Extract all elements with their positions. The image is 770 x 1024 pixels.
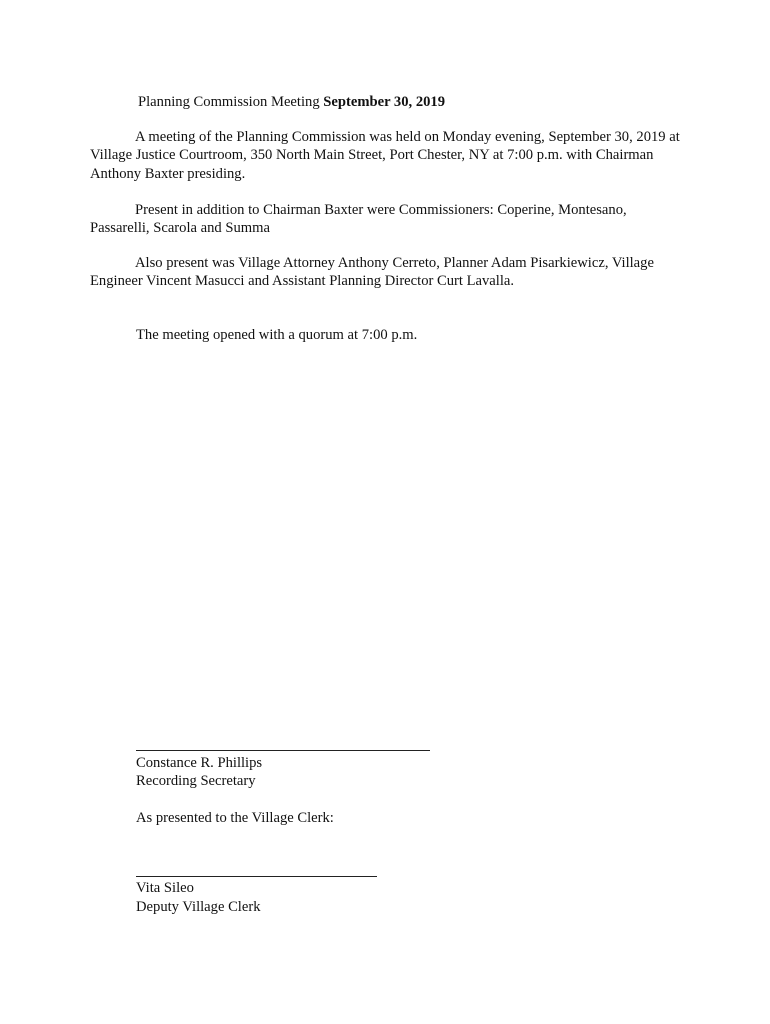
- secretary-role: Recording Secretary: [136, 773, 256, 789]
- clerk-role: Deputy Village Clerk: [136, 899, 261, 915]
- secretary-name: Constance R. Phillips: [136, 755, 263, 771]
- title-date: September 30, 2019: [323, 94, 446, 110]
- presented-to-clerk: As presented to the Village Clerk:: [136, 810, 334, 826]
- clerk-name: Vita Sileo: [136, 880, 194, 896]
- paragraph-quorum: The meeting opened with a quorum at 7:00 p.m.: [136, 327, 418, 343]
- paragraph-also-present: Also present was Village Attorney Anthony Cerreto, Planner Adam Pisarkiewicz, Village Engineer Vincent Masucci and Assistant Planning Director Curt Lavalla.: [90, 255, 654, 290]
- paragraph-meeting-details: A meeting of the Planning Commission was held on Monday evening, September 30, 2019 at Village Justice Courtroom, 350 North Main Street, Port Chester, NY at 7:00 p.m. with Chairman Anthony Baxter presiding.: [90, 129, 680, 182]
- title-prefix: Planning Commission Meeting: [138, 94, 324, 110]
- paragraph-commissioners-present: Present in addition to Chairman Baxter were Commissioners: Coperine, Montesano, Passarelli, Scarola and Summa: [90, 202, 627, 237]
- meeting-title: [138, 93, 445, 111]
- secretary-signature-line: [136, 750, 430, 751]
- clerk-signature-line: [136, 876, 377, 877]
